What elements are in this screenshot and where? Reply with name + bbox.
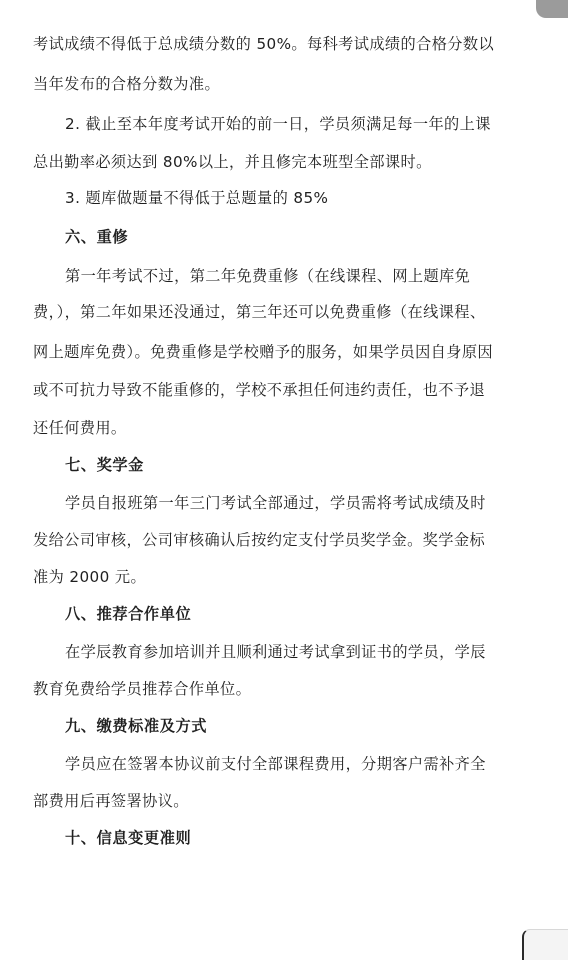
paragraph-line: 或不可抗力导致不能重修的，学校不承担任何违约责任，也不予退 bbox=[33, 381, 486, 399]
paragraph-line: 第一年考试不过，第二年免费重修（在线课程、网上题库免 bbox=[65, 267, 471, 285]
paragraph-line: 考试成绩不得低于总成绩分数的 50%。每科考试成绩的合格分数以 bbox=[33, 35, 495, 53]
section-heading-fees: 九、缴费标准及方式 bbox=[65, 717, 208, 735]
section-heading-scholarship: 七、奖学金 bbox=[65, 456, 144, 474]
section-heading-recommendation: 八、推荐合作单位 bbox=[65, 605, 192, 623]
paragraph-line: 2. 截止至本年度考试开始的前一日，学员须满足每一年的上课 bbox=[65, 115, 491, 133]
page-indicator-badge bbox=[536, 0, 568, 18]
section-heading-retake: 六、重修 bbox=[65, 228, 129, 246]
paragraph-line: 在学辰教育参加培训并且顺利通过考试拿到证书的学员，学辰 bbox=[65, 643, 486, 661]
paragraph-line: 3. 题库做题量不得低于总题量的 85% bbox=[65, 189, 329, 207]
section-heading-info-change: 十、信息变更准则 bbox=[65, 829, 192, 847]
paragraph-line: 还任何费用。 bbox=[33, 419, 127, 437]
paragraph-line: 部费用后再签署协议。 bbox=[33, 792, 189, 810]
paragraph-line: 教育免费给学员推荐合作单位。 bbox=[33, 680, 252, 698]
paragraph-line: 学员自报班第一年三门考试全部通过，学员需将考试成绩及时 bbox=[65, 494, 486, 512]
scroll-handle[interactable] bbox=[522, 929, 568, 960]
paragraph-line: 学员应在签署本协议前支付全部课程费用，分期客户需补齐全 bbox=[65, 755, 486, 773]
paragraph-line: 费，），第二年如果还没通过，第三年还可以免费重修（在线课程、 bbox=[33, 303, 486, 321]
paragraph-line: 发给公司审核，公司审核确认后按约定支付学员奖学金。奖学金标 bbox=[33, 531, 486, 549]
paragraph-line: 当年发布的合格分数为准。 bbox=[33, 75, 221, 93]
paragraph-line: 网上题库免费）。免费重修是学校赠予的服务，如果学员因自身原因 bbox=[33, 343, 494, 361]
paragraph-line: 准为 2000 元。 bbox=[33, 568, 147, 586]
paragraph-line: 总出勤率必须达到 80%以上，并且修完本班型全部课时。 bbox=[33, 153, 432, 171]
